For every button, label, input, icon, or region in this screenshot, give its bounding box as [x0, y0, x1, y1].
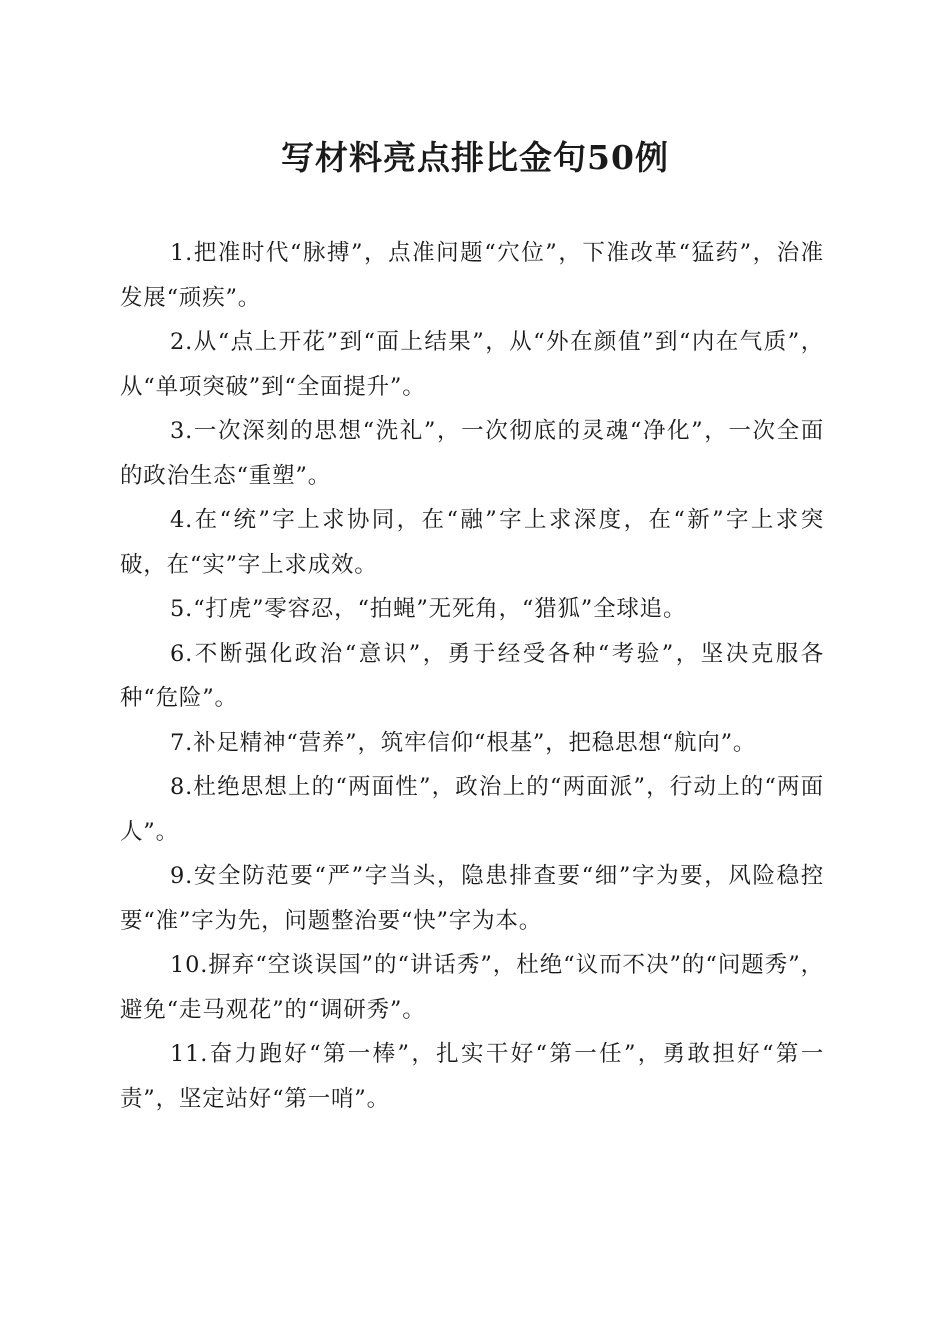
- paragraph-7: 7.补足精神“营养”，筑牢信仰“根基”，把稳思想“航向”。: [170, 729, 757, 756]
- paragraph-5: 5.“打虎”零容忍，“拍蝇”无死角，“猎狐”全球追。: [170, 596, 687, 622]
- paragraph-9: 9.安全防范要“严”字当头，隐患排查要“细”字为要，风险稳控要“准”字为先，问题整治要“快”字为本。: [120, 863, 824, 934]
- paragraph-8: 8.杜绝思想上的“两面性”，政治上的“两面派”，行动上的“两面人”。: [120, 774, 824, 845]
- document-body: [120, 231, 824, 1121]
- paragraph-2: 2.从“点上开花”到“面上结果”，从“外在颜值”到“内在气质”，从“单项突破”到“全面提升”。: [120, 329, 824, 400]
- paragraph-1: 1.把准时代“脉搏”，点准问题“穴位”，下准改革“猛药”，治准发展“顽疾”。: [120, 240, 824, 311]
- paragraph-10: 10.摒弃“空谈误国”的“讲话秀”，杜绝“议而不决”的“问题秀”，避免“走马观花”的“调研秀”。: [120, 952, 824, 1023]
- paragraph-11: 11.奋力跑好“第一棒”，扎实干好“第一任”，勇敢担好“第一责”，坚定站好“第一哨”。: [120, 1041, 824, 1112]
- paragraph-6: 6.不断强化政治“意识”，勇于经受各种“考验”，坚决克服各种“危险”。: [120, 640, 824, 711]
- document-title: 写材料亮点排比金句50例: [281, 138, 669, 177]
- paragraph-3: 3.一次深刻的思想“洗礼”，一次彻底的灵魂“净化”，一次全面的政治生态“重塑”。: [120, 418, 824, 489]
- paragraph-4: 4.在“统”字上求协同，在“融”字上求深度，在“新”字上求突破，在“实”字上求成效。: [120, 507, 824, 578]
